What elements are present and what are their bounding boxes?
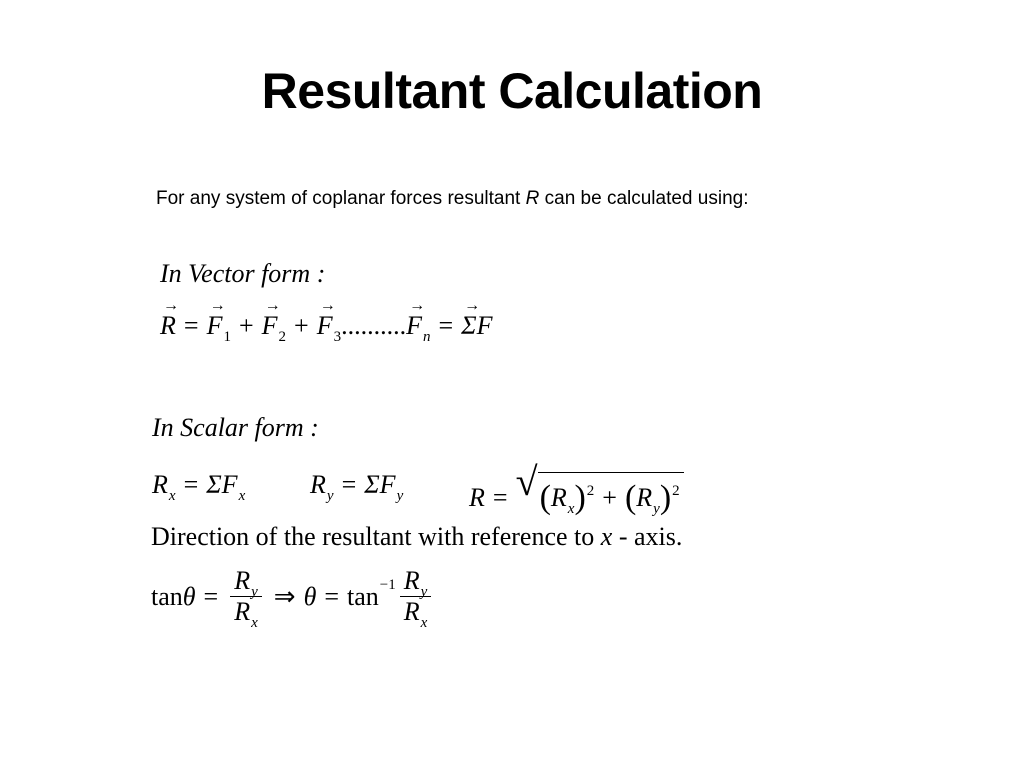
force-vector-1: → F (207, 313, 223, 339)
dots: .......... (341, 311, 407, 340)
vector-equation: → $R =\to F_1 +\to F_2 +\to F_3..........\to F_n =\to \Sigma F$ (160, 313, 492, 339)
theta-2: θ (303, 581, 317, 611)
sqrt-ry: R (636, 483, 653, 512)
force-vector-3: → F (317, 313, 333, 339)
sum-fy: ΣF (364, 470, 396, 499)
ry-symbol: R (310, 470, 326, 499)
frac2-num: R (403, 566, 420, 595)
intro-var: R (525, 188, 540, 209)
frac2-num-sub: y (420, 584, 428, 600)
fraction-2 (400, 566, 432, 631)
sub-n: n (422, 329, 431, 345)
r-symbol: R (469, 483, 485, 512)
tan-label: tan (151, 581, 183, 611)
exp-y: 2 (672, 483, 680, 499)
intro-after: can be calculated using: (539, 188, 749, 209)
rx-equation: $R_x = \Sigma F_x$ (152, 470, 246, 504)
tan-equation: tan θ = $\frac{R_y}{R_x}$ ⇒ θ = tan −1 $\frac{R_y}{R_x}$ (151, 566, 435, 627)
direction-var: x (600, 522, 613, 551)
rx-sub: x (168, 488, 176, 504)
force-vector-n: → F (406, 313, 422, 339)
sqrt: √ $(R_x)^2 + (R_y)^2$ (516, 472, 684, 513)
frac1-den: R (234, 597, 251, 626)
theta: θ (182, 581, 196, 611)
resultant-vector: → R (160, 313, 176, 339)
frac2-den-sub: x (420, 615, 428, 631)
scalar-form-heading: In Scalar form : (152, 413, 319, 442)
implies: ⇒ (273, 581, 296, 611)
direction-after: - axis. (612, 522, 683, 551)
tan-label-2: tan (347, 581, 379, 611)
frac1-den-sub: x (251, 615, 258, 631)
frac1-num-sub: y (251, 584, 258, 600)
force-vector-2: → F (262, 313, 278, 339)
sqrt-rx: R (550, 483, 567, 512)
direction-text (151, 524, 682, 550)
exp-x: 2 (586, 483, 595, 499)
rx-symbol: R (152, 470, 168, 499)
ry-equation: $R_y = \Sigma F_y$ (310, 470, 404, 504)
fy-sub: y (396, 488, 404, 504)
ry-sub: y (326, 488, 334, 504)
vector-form-heading: In Vector form : (160, 259, 326, 288)
sub-1: 1 (223, 329, 231, 345)
sub-3: 3 (333, 329, 342, 345)
intro-before: For any system of coplanar forces resultant (156, 188, 526, 209)
page-title: Resultant Calculation (261, 63, 763, 119)
sqrt-rx-sub: x (567, 501, 575, 517)
frac2-den: R (403, 597, 420, 626)
sum-fx: ΣF (206, 470, 238, 499)
frac1-num: R (234, 566, 251, 595)
direction-before: Direction of the resultant with reference to (151, 522, 601, 551)
fraction-1 (230, 566, 262, 631)
r-magnitude-equation: R = √ $(R_x)^2 + (R_y)^2$ (469, 472, 684, 513)
intro-text (156, 188, 748, 210)
sub-2: 2 (278, 329, 287, 345)
sum-vector: → ΣF (461, 313, 492, 339)
fx-sub: x (238, 488, 246, 504)
inverse-exp: −1 (379, 577, 396, 593)
sqrt-ry-sub: y (653, 501, 660, 517)
